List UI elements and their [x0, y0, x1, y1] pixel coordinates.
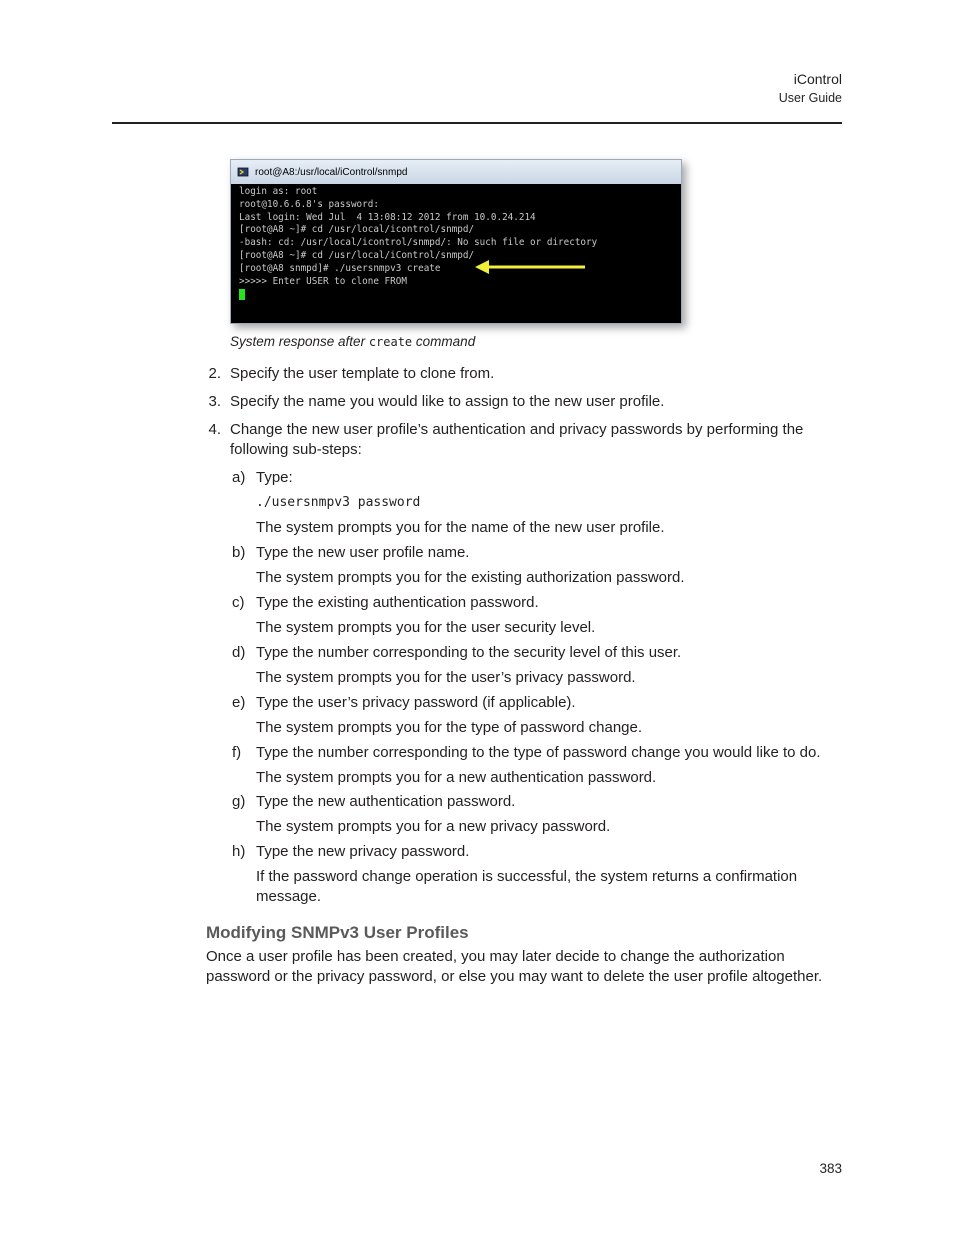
terminal-screenshot — [230, 159, 682, 324]
terminal-app-icon — [237, 166, 249, 178]
terminal-line: root@10.6.6.8's password: — [239, 198, 379, 210]
substep-code: ./usersnmpv3 password — [256, 495, 421, 510]
substep-letter: c) — [232, 594, 245, 611]
substep-result: The system prompts you for the name of the new user profile. — [256, 519, 665, 536]
page-number: 383 — [819, 1161, 842, 1176]
substep-text: Type the number corresponding to the security level of this user. — [256, 644, 682, 661]
substep-letter: h) — [232, 843, 246, 860]
step-number: 3. — [208, 393, 221, 410]
terminal-window-title: root@A8:/usr/local/iControl/snmpd — [255, 166, 408, 178]
caption-text: command — [412, 334, 476, 349]
substep-result-continued: message. — [256, 888, 322, 905]
section-heading: Modifying SNMPv3 User Profiles — [206, 923, 469, 942]
substep-result: The system prompts you for a new privacy password. — [256, 818, 611, 835]
terminal-line: [root@A8 snmpd]# ./usersnmpv3 create — [239, 262, 441, 274]
substep-result: The system prompts you for the user’s privacy password. — [256, 669, 636, 686]
header-subtitle: User Guide — [778, 91, 842, 105]
terminal-cursor — [239, 289, 245, 300]
substep-result: The system prompts you for a new authentication password. — [256, 769, 657, 786]
caption-text: System response after — [230, 334, 369, 349]
step-text-continued: following sub-steps: — [230, 441, 362, 458]
substep-letter: b) — [232, 544, 246, 561]
caption-code: create — [368, 335, 413, 349]
substep-letter: a) — [232, 469, 246, 486]
step-text: Specify the name you would like to assign to the new user profile. — [230, 393, 665, 410]
substep-text: Type the number corresponding to the type of password change you would like to do. — [256, 744, 821, 761]
yellow-arrow-icon — [475, 260, 587, 274]
substep-text: Type the new privacy password. — [256, 843, 470, 860]
terminal-line: >>>>> Enter USER to clone FROM — [239, 275, 407, 287]
terminal-line: [root@A8 ~]# cd /usr/local/iControl/snmpd/ — [239, 249, 475, 261]
terminal-line: [root@A8 ~]# cd /usr/local/icontrol/snmpd/ — [239, 224, 475, 236]
substep-result: If the password change operation is successful, the system returns a confirmation — [256, 868, 798, 885]
substep-letter: f) — [232, 744, 242, 761]
terminal-line: login as: root — [239, 186, 318, 197]
substep-text: Type the user’s privacy password (if applicable). — [256, 694, 576, 711]
step-number: 4. — [208, 421, 221, 438]
substep-result: The system prompts you for the user security level. — [256, 619, 596, 636]
terminal-line: -bash: cd: /usr/local/icontrol/snmpd/: No such file or directory — [239, 237, 598, 249]
substep-text: Type the new user profile name. — [256, 544, 470, 561]
substep-text: Type: — [256, 469, 293, 486]
substep-text: Type the new authentication password. — [256, 793, 516, 810]
terminal-titlebar — [231, 160, 681, 184]
terminal-output — [231, 184, 681, 302]
section-paragraph: Once a user profile has been created, you may later decide to change the authorization — [206, 948, 785, 965]
substep-result: The system prompts you for the type of password change. — [256, 719, 643, 736]
substep-result: The system prompts you for the existing authorization password. — [256, 569, 685, 586]
step-number: 2. — [208, 365, 221, 382]
step-text: Specify the user template to clone from. — [230, 365, 495, 382]
header-rule — [112, 122, 842, 124]
header-title: iControl — [793, 71, 842, 87]
substep-letter: e) — [232, 694, 246, 711]
terminal-line: Last login: Wed Jul 4 13:08:12 2012 from 10.0.24.214 — [239, 211, 536, 223]
step-text: Change the new user profile’s authentication and privacy passwords by performing the — [230, 421, 804, 438]
substep-letter: d) — [232, 644, 246, 661]
figure-caption — [230, 334, 475, 349]
substep-letter: g) — [232, 793, 246, 810]
substep-text: Type the existing authentication password. — [256, 594, 539, 611]
section-paragraph-continued: password or the privacy password, or else you may want to delete the user profile altogether. — [206, 968, 823, 985]
